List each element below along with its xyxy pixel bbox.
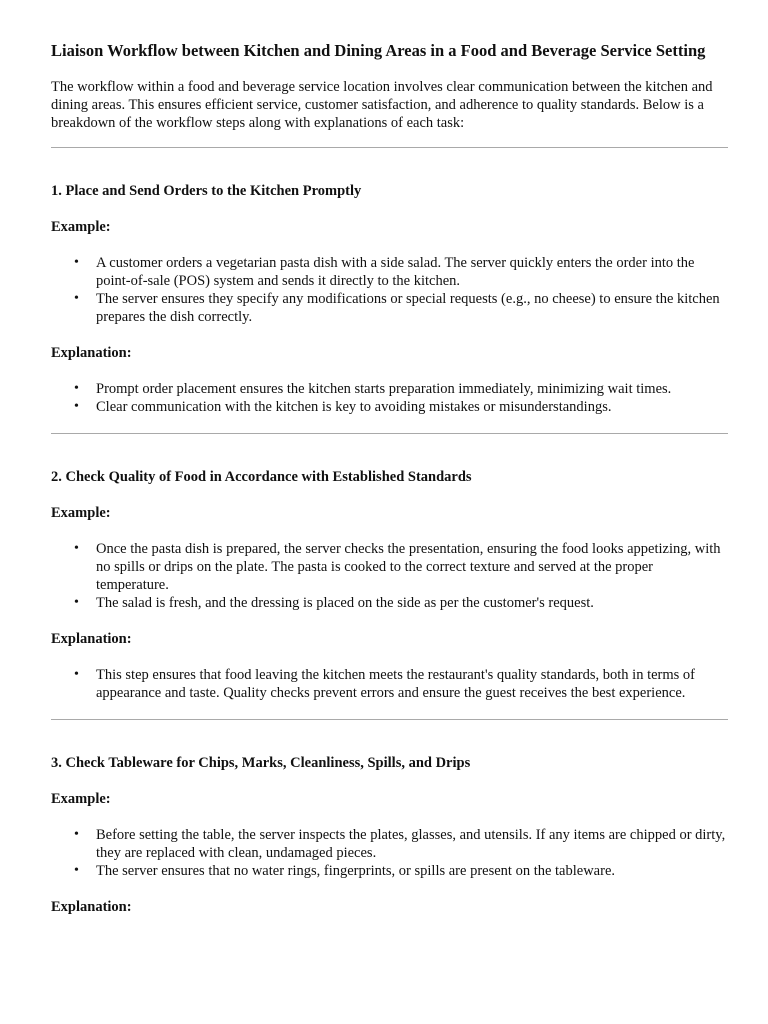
section-2 [51, 434, 728, 702]
explanation-label: Explanation: [51, 899, 132, 915]
list-item: • The server ensures that no water rings, fingerprints, or spills are present on the tableware. [96, 862, 728, 880]
list-item: • Prompt order placement ensures the kitchen starts preparation immediately, minimizing wait times. [96, 380, 728, 398]
explanation-list [51, 666, 728, 702]
section-1 [51, 148, 728, 416]
list-item: • This step ensures that food leaving the kitchen meets the restaurant's quality standards, both in terms of appearance and taste. Quality checks prevent errors and ensure the guest receives the best experience. [96, 666, 728, 702]
intro-paragraph: The workflow within a food and beverage service location involves clear communication between the kitchen and dining areas. This ensures efficient service, customer satisfaction, and adherence to quality standards. Below is a breakdown of the workflow steps along with explanations of each task: [51, 79, 713, 131]
list-item: • The salad is fresh, and the dressing is placed on the side as per the customer's request. [96, 594, 728, 612]
list-item: • Clear communication with the kitchen is key to avoiding mistakes or misunderstandings. [96, 398, 728, 416]
document-title: Liaison Workflow between Kitchen and Dining Areas in a Food and Beverage Service Setting [51, 41, 706, 60]
list-item: • The server ensures they specify any modifications or special requests (e.g., no cheese) to ensure the kitchen prepares the dish correctly. [96, 290, 728, 326]
explanation-list [51, 380, 728, 416]
section-heading: 3. Check Tableware for Chips, Marks, Cleanliness, Spills, and Drips [51, 755, 471, 771]
example-label: Example: [51, 219, 111, 235]
explanation-label: Explanation: [51, 345, 132, 361]
example-list [51, 540, 728, 612]
explanation-label: Explanation: [51, 631, 132, 647]
example-list [51, 254, 728, 326]
example-label: Example: [51, 505, 111, 521]
example-label: Example: [51, 791, 111, 807]
list-item: • Before setting the table, the server inspects the plates, glasses, and utensils. If any items are chipped or dirty, they are replaced with clean, undamaged pieces. [96, 826, 728, 862]
section-3 [51, 720, 728, 916]
example-list [51, 826, 728, 880]
section-heading: 2. Check Quality of Food in Accordance with Established Standards [51, 469, 472, 485]
section-heading: 1. Place and Send Orders to the Kitchen Promptly [51, 183, 362, 199]
list-item: • A customer orders a vegetarian pasta dish with a side salad. The server quickly enters the order into the point-of-sale (POS) system and sends it directly to the kitchen. [96, 254, 728, 290]
list-item: • Once the pasta dish is prepared, the server checks the presentation, ensuring the food looks appetizing, with no spills or drips on the plate. The pasta is cooked to the correct texture and served at the proper temperature. [96, 540, 728, 594]
